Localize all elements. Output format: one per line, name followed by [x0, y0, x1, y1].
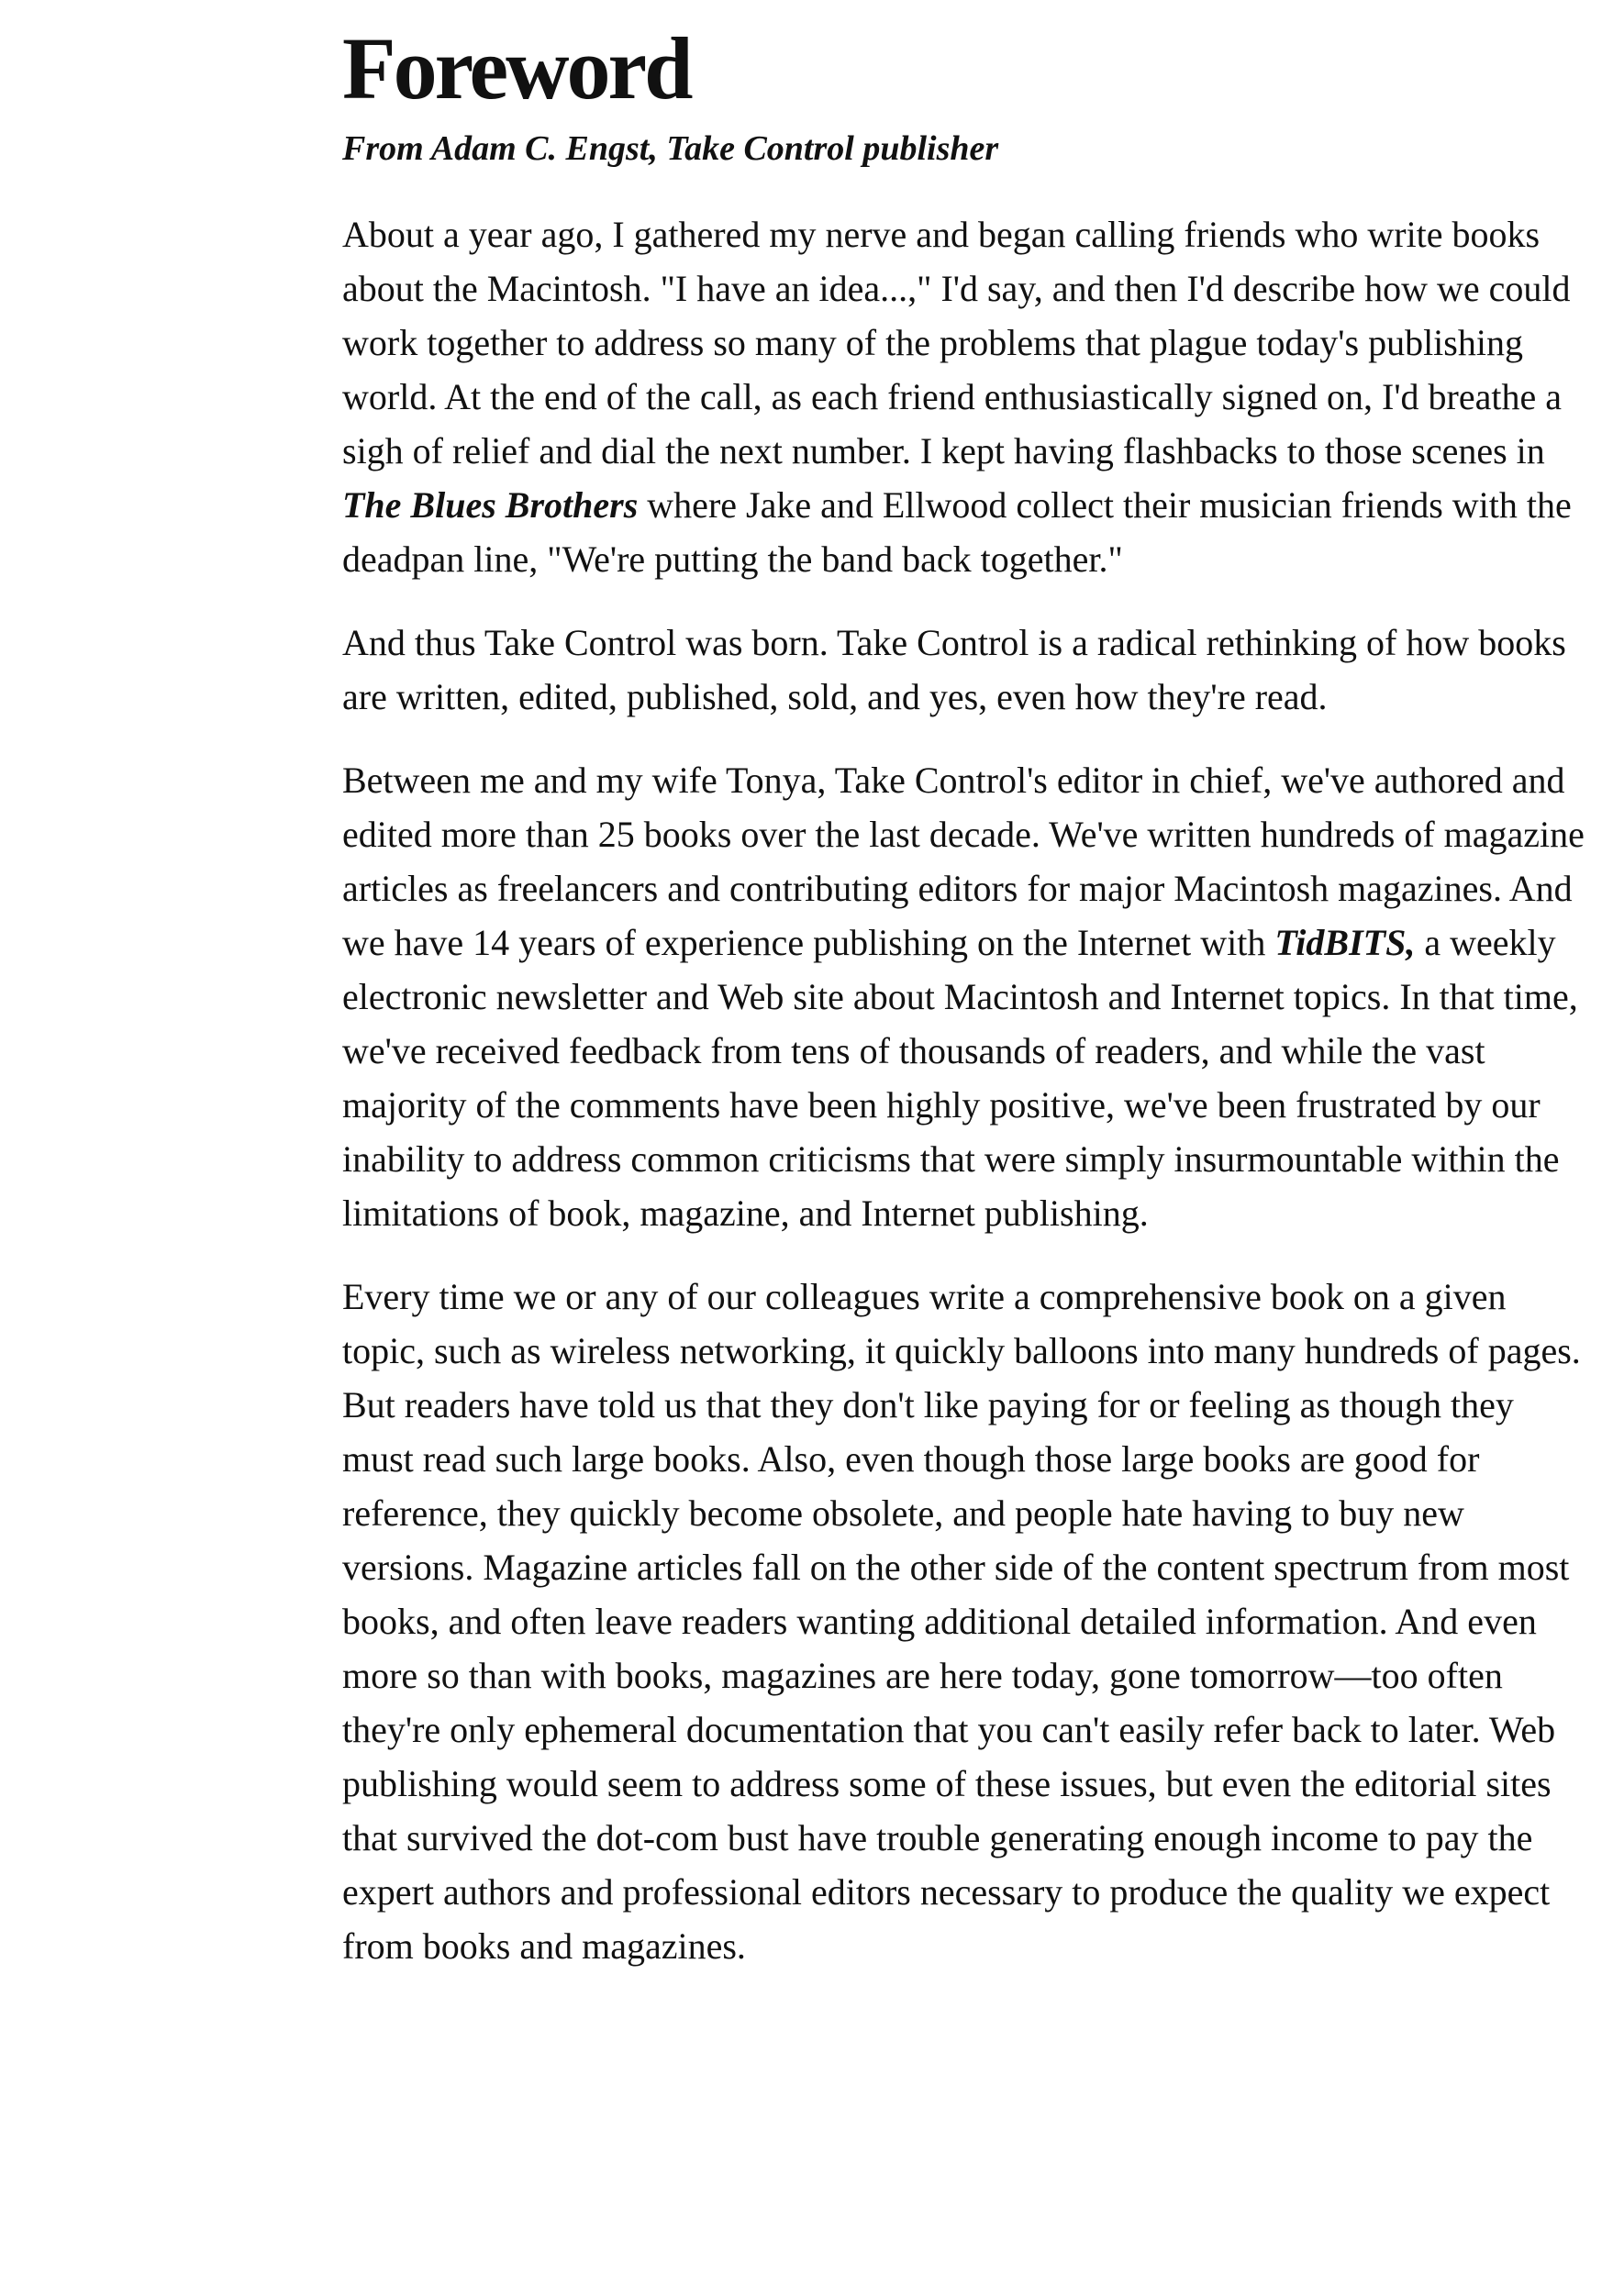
page-title: Foreword — [342, 19, 691, 117]
paragraph-2: And thus Take Control was born. Take Control is a radical rethinking of how books are written, edited, published, sold, and yes, even how they're read. — [342, 622, 1566, 717]
paragraph-3 — [342, 753, 1590, 1240]
film-title-reference: The Blues Brothers — [342, 484, 639, 526]
paragraph-1-text-after: where Jake and Ellwood collect their musician friends with the deadpan line, "We're putting the band back together." — [342, 484, 1572, 580]
page-subtitle: From Adam C. Engst, Take Control publisher — [342, 129, 999, 168]
paragraph-3-text-after: a weekly electronic newsletter and Web site about Macintosh and Internet topics. In that time, we've received feedback from tens of thousands of readers, and while the vast majority of the comments have been highly positive, we've been frustrated by our inability to address common criticisms that were simply insurmountable within the limitations of book, magazine, and Internet publishing. — [342, 922, 1578, 1234]
foreword-page — [342, 18, 1590, 2002]
paragraph-4: Every time we or any of our colleagues write a comprehensive book on a given topic, such as wireless networking, it quickly balloons into many hundreds of pages. But readers have told us that they don't like paying for or feeling as though they must read such large books. Also, even though those large books are good for reference, they quickly become obsolete, and people hate having to buy new versions. Magazine articles fall on the other side of the content spectrum from most books, and often leave readers wanting additional detailed information. And even more so than with books, magazines are here today, gone tomorrow—too often they're only ephemeral documentation that you can't easily refer back to later. Web publishing would seem to address some of these issues, but even the editorial sites that survived the dot-com bust have trouble generating enough income to pay the expert authors and professional editors necessary to produce the quality we expect from books and magazines. — [342, 1276, 1581, 1967]
paragraph-3-text-before: Between me and my wife Tonya, Take Control's editor in chief, we've authored and edited more than 25 books over the last decade. We've written hundreds of magazine articles as freelancers and contributing editors for major Macintosh magazines. And we have 14 years of experience publishing on the Internet with — [342, 760, 1585, 963]
paragraph-1 — [342, 207, 1590, 586]
newsletter-title-reference: TidBITS, — [1274, 922, 1416, 963]
paragraph-1-text-before: About a year ago, I gathered my nerve and began calling friends who write books about the Macintosh. "I have an idea...," I'd say, and then I'd describe how we could work together to address so many of the problems that plague today's publishing world. At the end of the call, as each friend enthusiastically signed on, I'd breathe a sigh of relief and dial the next number. I kept having flashbacks to those scenes in — [342, 214, 1571, 471]
body-text — [342, 207, 1590, 1973]
